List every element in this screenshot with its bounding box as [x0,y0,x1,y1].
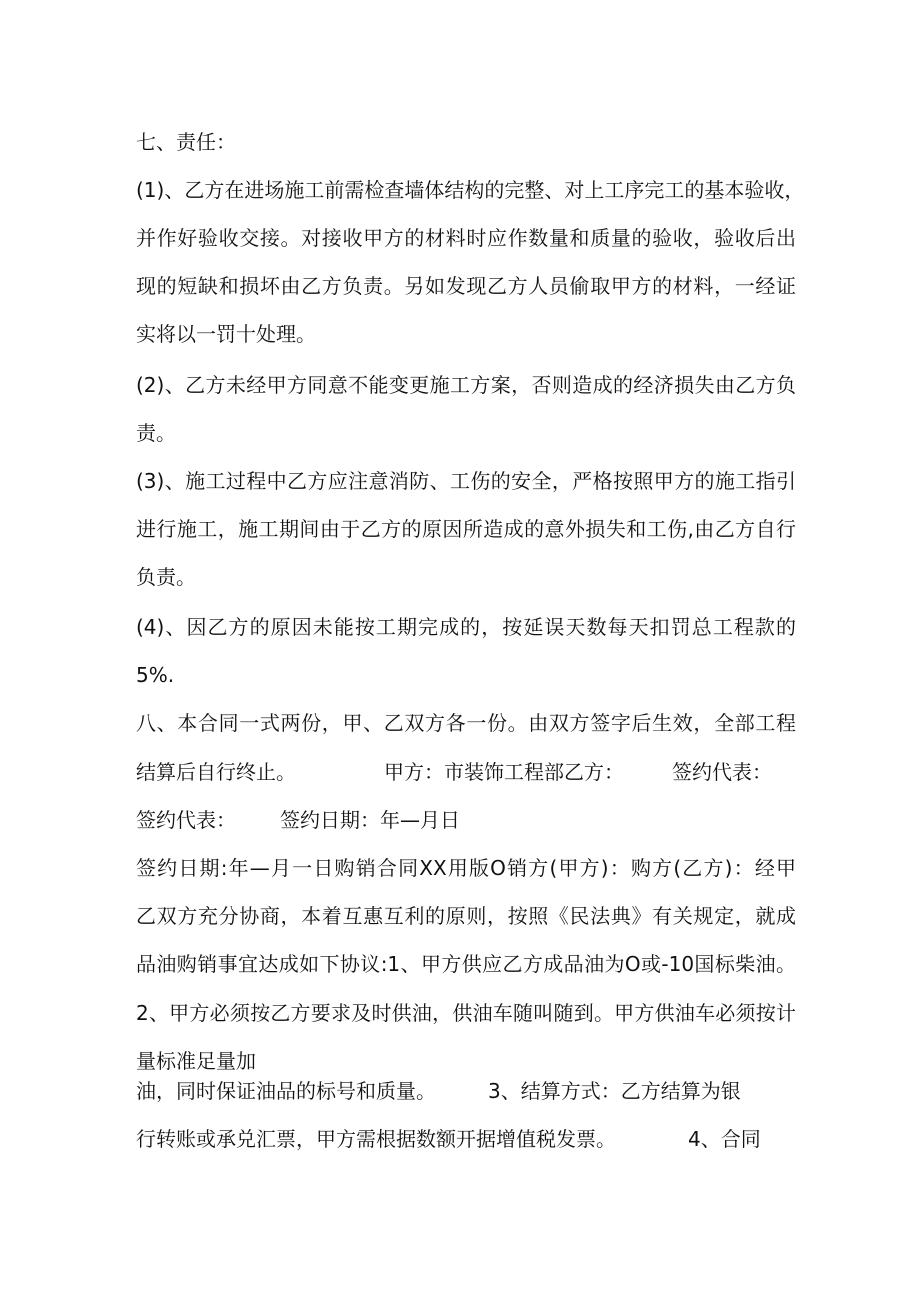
purchase-contract-line-6 [136,1078,796,1104]
clause-3-line-1: (3)、施工过程中乙方应注意消防、工伤的安全，严格按照甲方的施工指引 [136,469,796,493]
purchase-contract-line-5: 量标准足量加 [136,1049,256,1073]
clause-1-line-2: 并作好验收交接。对接收甲方的材料时应作数量和质量的验收，验收后出 [136,226,796,250]
signing-rep-label-1: 签约代表： [672,760,772,784]
section-7-heading: 七、责任： [136,130,236,154]
section-8-line-1: 八、本合同一式两份，甲、乙双方各一份。由双方签字后生效，全部工程 [136,711,796,735]
purchase-contract-line-4: 2、甲方必须按乙方要求及时供油，供油车随叫随到。甲方供油车必须按计 [136,1001,796,1025]
oil-quality-text: 油，同时保证油品的标号和质量。 [136,1079,436,1103]
signature-line [136,807,796,833]
purchase-contract-line-3: 品油购销事宜达成如下协议:1、甲方供应乙方成品油为O或-10国标柴油。 [136,952,796,976]
clause-1-line-4: 实将以一罚十处理。 [136,322,316,346]
purchase-contract-line-7 [136,1126,796,1152]
clause-4-line-2: 5%. [136,663,175,687]
purchase-contract-line-2: 乙双方充分协商，本着互惠互利的原则，按照《民法典》有关规定，就成 [136,904,796,928]
section-8-line-2 [136,759,796,785]
contract-item-4-text: 4、合同 [688,1127,761,1151]
party-a-label: 甲方：市装饰工程部乙方： [384,760,624,784]
purchase-contract-line-1: 签约日期:年—月一日购销合同XX用版O销方(甲方)：购方(乙方)：经甲 [136,856,796,880]
clause-1-line-1: (1)、乙方在进场施工前需检查墙体结构的完整、对上工序完工的基本验收， [136,178,805,202]
clause-2-line-2: 责。 [136,421,176,445]
clause-3-line-2: 进行施工，施工期间由于乙方的原因所造成的意外损失和工伤,由乙方自行 [136,517,796,541]
termination-text: 结算后自行终止。 [136,760,296,784]
clause-1-line-3: 现的短缺和损坏由乙方负责。另如发现乙方人员偷取甲方的材料，一经证 [136,274,796,298]
settlement-method-text: 3、结算方式：乙方结算为银 [488,1079,741,1103]
signing-rep-label-2: 签约代表： [136,808,236,832]
invoice-text: 行转账或承兑汇票，甲方需根据数额开据增值税发票。 [136,1127,616,1151]
clause-3-line-3: 负责。 [136,565,196,589]
signing-date-label-1: 签约日期：年—月日 [280,808,460,832]
clause-2-line-1: (2)、乙方未经甲方同意不能变更施工方案，否则造成的经济损失由乙方负 [136,373,796,397]
clause-4-line-1: (4)、因乙方的原因未能按工期完成的，按延误天数每天扣罚总工程款的 [136,615,796,639]
